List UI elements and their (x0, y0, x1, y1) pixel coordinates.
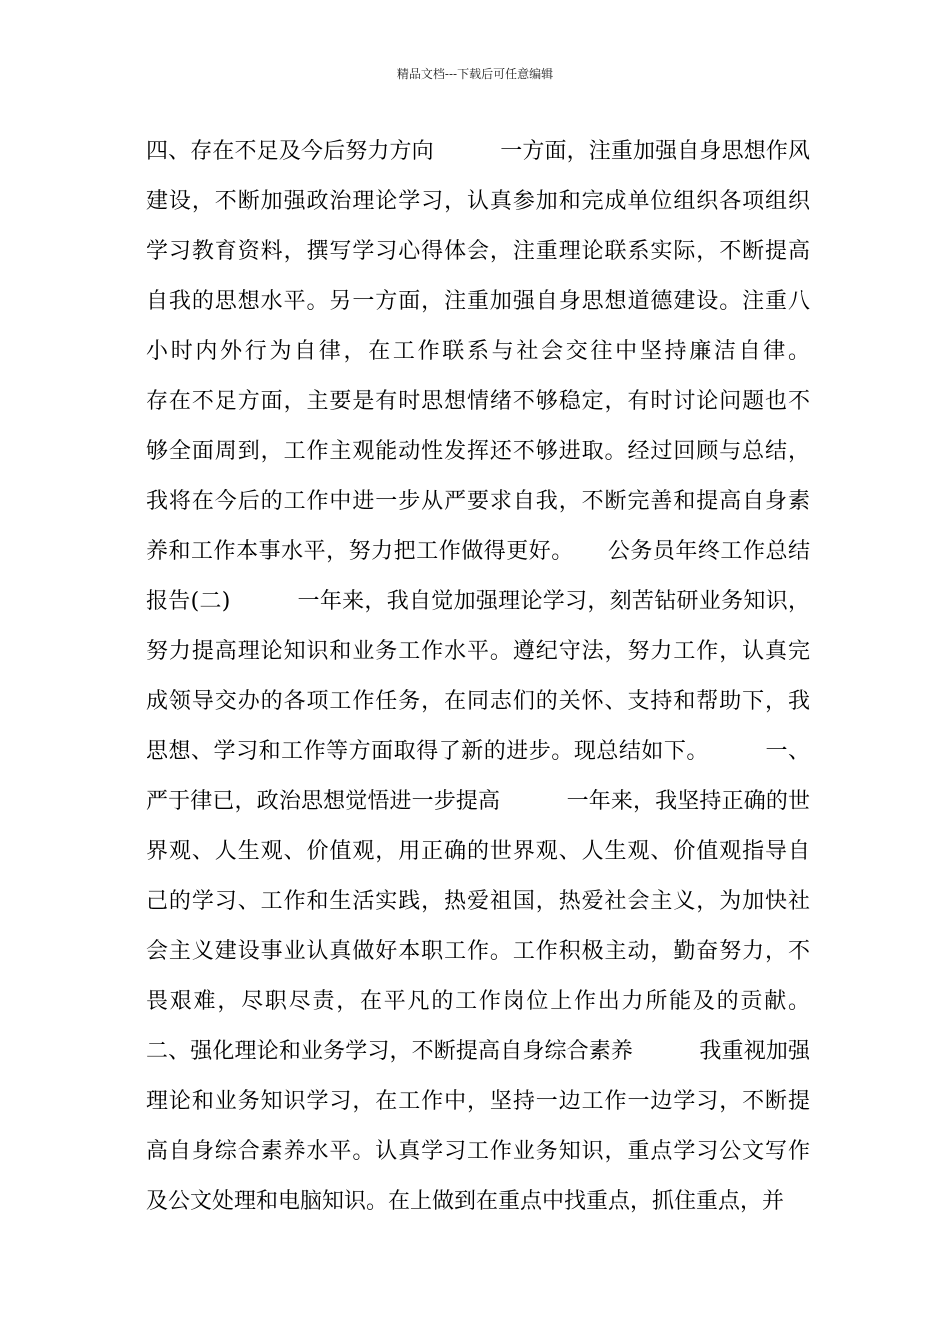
text-line: 二、强化理论和业务学习，不断提高自身综合素养 我重视加强 (146, 1039, 810, 1064)
text-line: 及公文处理和电脑知识。在上做到在重点中找重点，抓住重点，并 (146, 1189, 785, 1214)
text-line: 己的学习、工作和生活实践，热爱祖国，热爱社会主义，为加快社 (146, 889, 810, 914)
text-line: 够全面周到，工作主观能动性发挥还不够进取。经过回顾与总结， (146, 439, 810, 464)
document-body (146, 127, 810, 1227)
text-line: 自我的思想水平。另一方面，注重加强自身思想道德建设。注重八 (146, 289, 810, 314)
text-line: 存在不足方面，主要是有时思想情绪不够稳定，有时讨论问题也不 (146, 389, 810, 414)
text-line: 努力提高理论知识和业务工作水平。遵纪守法，努力工作，认真完 (146, 639, 810, 664)
text-line: 成领导交办的各项工作任务，在同志们的关怀、支持和帮助下，我 (146, 689, 810, 714)
text-line: 理论和业务知识学习，在工作中，坚持一边工作一边学习，不断提 (146, 1089, 810, 1114)
text-line: 严于律已，政治思想觉悟进一步提高 一年来，我坚持正确的世 (146, 789, 810, 814)
text-line: 思想、学习和工作等方面取得了新的进步。现总结如下。 一、 (146, 739, 810, 764)
page-header: 精品文档---下载后可任意编辑 (396, 67, 554, 81)
text-line: 高自身综合素养水平。认真学习工作业务知识，重点学习公文写作 (146, 1139, 810, 1164)
text-line: 界观、人生观、价值观，用正确的世界观、人生观、价值观指导自 (146, 839, 810, 864)
text-line: 报告(二) 一年来，我自觉加强理论学习，刻苦钻研业务知识， (146, 589, 810, 614)
text-line: 养和工作本事水平，努力把工作做得更好。 公务员年终工作总结 (146, 539, 810, 564)
text-line: 学习教育资料，撰写学习心得体会，注重理论联系实际，不断提高 (146, 239, 810, 264)
text-line: 畏艰难，尽职尽责，在平凡的工作岗位上作出力所能及的贡献。 (146, 989, 810, 1014)
text-line: 建设，不断加强政治理论学习，认真参加和完成单位组织各项组织 (146, 189, 810, 214)
text-line: 我将在今后的工作中进一步从严要求自我，不断完善和提高自身素 (146, 489, 810, 514)
text-line: 四、存在不足及今后努力方向 一方面，注重加强自身思想作风 (146, 139, 810, 164)
text-line: 小时内外行为自律，在工作联系与社会交往中坚持廉洁自律。 (146, 339, 810, 364)
text-line: 会主义建设事业认真做好本职工作。工作积极主动，勤奋努力，不 (146, 939, 810, 964)
